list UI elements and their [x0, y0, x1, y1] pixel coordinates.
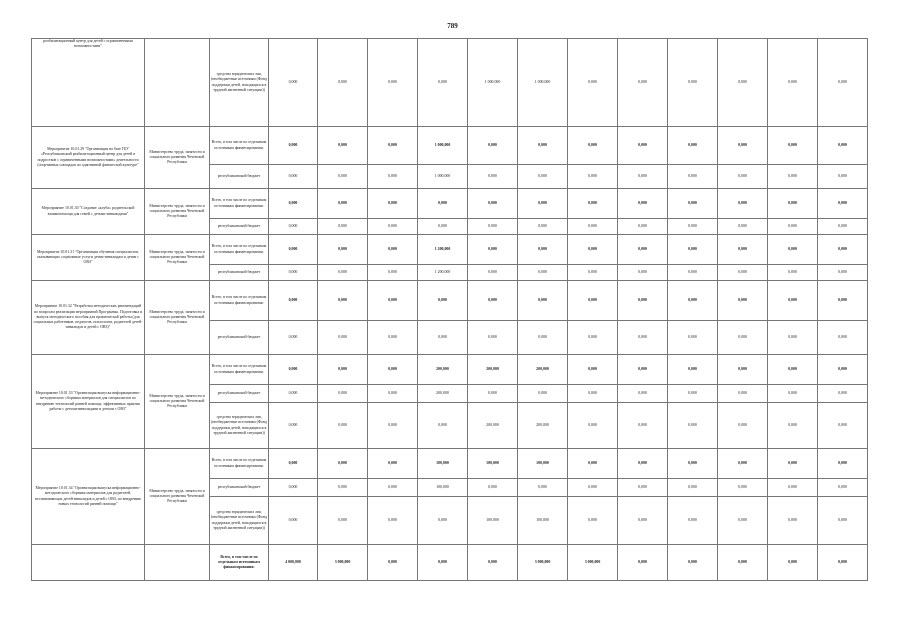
measure-name: Мероприятие 10.01.30 "Создание «клуба» родительской взаимопомощи для семей с детьми-инвалидами"	[32, 189, 145, 235]
value-cell: 0,000	[518, 165, 568, 189]
value-cell: 0,000	[468, 281, 518, 321]
value-cell: 0,000	[368, 39, 418, 127]
value-cell: 0,000	[568, 265, 618, 281]
value-cell: 0,000	[718, 449, 768, 479]
value-cell: 0,000	[768, 355, 818, 385]
value-cell: 0,000	[368, 497, 418, 545]
value-cell: 0,000	[768, 497, 818, 545]
value-cell: 0,000	[718, 219, 768, 235]
value-cell: 0,000	[618, 189, 668, 219]
responsible-executor	[145, 39, 210, 127]
value-cell: 0,000	[518, 385, 568, 403]
value-cell: 0,000	[568, 497, 618, 545]
measure-name: Мероприятие 10.01.29 "Организация на базе ГБУ «Республиканский реабилитационный центр для детей и подростков с ограниченными возможностями» деятельности (спортивных площадок по адаптивной физической культуре"	[32, 127, 145, 189]
value-cell: 0,000	[368, 235, 418, 265]
value-cell: 0,000	[818, 219, 868, 235]
table-row	[32, 545, 868, 581]
value-cell: 0,000	[718, 321, 768, 355]
value-cell: 0,000	[768, 39, 818, 127]
value-cell: 0,000	[418, 39, 468, 127]
funding-source: республиканский бюджет	[210, 385, 269, 403]
table-row	[32, 189, 868, 219]
budget-table	[31, 38, 868, 581]
value-cell: 0,000	[468, 165, 518, 189]
funding-source: средства юридических лиц (необюджетные источники (Фонд поддержки детей, находящихся в трудной жизненной ситуации))	[210, 403, 269, 449]
value-cell: 0,000	[668, 281, 718, 321]
value-cell: 0,000	[718, 403, 768, 449]
value-cell: 0,000	[568, 403, 618, 449]
value-cell: 0,000	[818, 281, 868, 321]
value-cell: 0,000	[269, 385, 318, 403]
value-cell: 200,000	[468, 355, 518, 385]
value-cell: 0,000	[818, 127, 868, 165]
value-cell: 4 000,000	[269, 545, 318, 581]
value-cell: 0,000	[318, 127, 368, 165]
value-cell: 0,000	[568, 39, 618, 127]
value-cell: 0,000	[618, 321, 668, 355]
value-cell: 0,000	[668, 219, 718, 235]
value-cell: 1 000,000	[418, 127, 468, 165]
value-cell: 0,000	[668, 235, 718, 265]
value-cell: 0,000	[668, 449, 718, 479]
value-cell: 0,000	[518, 127, 568, 165]
table-row	[32, 281, 868, 321]
value-cell: 0,000	[568, 127, 618, 165]
value-cell: 0,000	[468, 219, 518, 235]
table-row	[32, 235, 868, 265]
value-cell: 200,000	[418, 355, 468, 385]
value-cell: 0,000	[768, 321, 818, 355]
value-cell: 0,000	[568, 235, 618, 265]
value-cell: 0,000	[269, 479, 318, 497]
value-cell: 0,000	[768, 235, 818, 265]
value-cell: 0,000	[269, 449, 318, 479]
value-cell: 0,000	[468, 189, 518, 219]
value-cell: 0,000	[718, 385, 768, 403]
value-cell: 0,000	[668, 355, 718, 385]
value-cell: 0,000	[818, 321, 868, 355]
responsible-executor: Министерство труда, занятости и социального развития Чеченской Республики	[145, 189, 210, 235]
table-row	[32, 39, 868, 127]
value-cell: 0,000	[568, 385, 618, 403]
value-cell: 0,000	[718, 281, 768, 321]
value-cell: 0,000	[818, 235, 868, 265]
value-cell: 0,000	[568, 355, 618, 385]
value-cell: 0,000	[269, 321, 318, 355]
value-cell: 0,000	[668, 479, 718, 497]
value-cell: 0,000	[269, 189, 318, 219]
value-cell: 0,000	[768, 127, 818, 165]
value-cell: 0,000	[618, 127, 668, 165]
value-cell: 1 200,000	[418, 265, 468, 281]
value-cell: 0,000	[468, 545, 518, 581]
value-cell: 0,000	[318, 355, 368, 385]
value-cell: 0,000	[368, 449, 418, 479]
value-cell: 200,000	[418, 385, 468, 403]
value-cell: 100,000	[518, 449, 568, 479]
value-cell: 0,000	[318, 321, 368, 355]
funding-source: республиканский бюджет	[210, 321, 269, 355]
value-cell: 0,000	[518, 479, 568, 497]
value-cell: 0,000	[418, 189, 468, 219]
value-cell: 100,000	[418, 479, 468, 497]
value-cell: 0,000	[368, 219, 418, 235]
funding-source: республиканский бюджет	[210, 265, 269, 281]
value-cell: 0,000	[668, 189, 718, 219]
value-cell: 0,000	[368, 321, 418, 355]
value-cell: 1 200,000	[418, 235, 468, 265]
value-cell: 0,000	[718, 165, 768, 189]
value-cell: 0,000	[818, 265, 868, 281]
value-cell: 0,000	[318, 265, 368, 281]
value-cell: 0,000	[269, 281, 318, 321]
value-cell: 0,000	[518, 235, 568, 265]
value-cell: 0,000	[668, 497, 718, 545]
value-cell: 0,000	[618, 355, 668, 385]
value-cell: 0,000	[318, 281, 368, 321]
value-cell: 0,000	[668, 545, 718, 581]
value-cell: 100,000	[518, 497, 568, 545]
value-cell: 0,000	[618, 235, 668, 265]
value-cell: 0,000	[718, 545, 768, 581]
value-cell: 0,000	[718, 189, 768, 219]
value-cell: 0,000	[269, 165, 318, 189]
value-cell: 0,000	[568, 165, 618, 189]
value-cell: 0,000	[718, 479, 768, 497]
value-cell: 0,000	[718, 235, 768, 265]
value-cell: 0,000	[418, 219, 468, 235]
responsible-executor: Министерство труда, занятости и социального развития Чеченской Республики	[145, 355, 210, 449]
measure-name	[32, 545, 145, 581]
value-cell: 0,000	[768, 219, 818, 235]
value-cell: 0,000	[568, 479, 618, 497]
value-cell: 0,000	[368, 479, 418, 497]
value-cell: 0,000	[818, 403, 868, 449]
value-cell: 0,000	[618, 479, 668, 497]
value-cell: 0,000	[418, 545, 468, 581]
value-cell: 100,000	[418, 449, 468, 479]
value-cell: 0,000	[718, 127, 768, 165]
measure-name: реабилитационный центр для детей с ограниченными возможностями"	[32, 39, 145, 127]
value-cell: 0,000	[668, 403, 718, 449]
value-cell: 0,000	[418, 497, 468, 545]
value-cell: 200,000	[518, 403, 568, 449]
value-cell: 0,000	[269, 497, 318, 545]
value-cell: 0,000	[368, 355, 418, 385]
value-cell: 0,000	[668, 127, 718, 165]
value-cell: 0,000	[318, 449, 368, 479]
value-cell: 0,000	[468, 265, 518, 281]
value-cell: 0,000	[718, 355, 768, 385]
value-cell: 0,000	[618, 385, 668, 403]
value-cell: 0,000	[318, 497, 368, 545]
value-cell: 0,000	[318, 385, 368, 403]
value-cell: 0,000	[618, 497, 668, 545]
value-cell: 0,000	[518, 189, 568, 219]
funding-source: Всего, в том числе по отдельным источникам финансирования:	[210, 545, 269, 581]
value-cell: 0,000	[269, 219, 318, 235]
value-cell: 0,000	[368, 403, 418, 449]
value-cell: 0,000	[269, 39, 318, 127]
value-cell: 0,000	[269, 355, 318, 385]
value-cell: 1 000,000	[418, 165, 468, 189]
value-cell: 100,000	[468, 497, 518, 545]
value-cell: 0,000	[768, 385, 818, 403]
value-cell: 1 000,000	[518, 39, 568, 127]
value-cell: 0,000	[318, 219, 368, 235]
value-cell: 0,000	[269, 265, 318, 281]
value-cell: 0,000	[618, 545, 668, 581]
value-cell: 0,000	[318, 165, 368, 189]
value-cell: 200,000	[518, 355, 568, 385]
value-cell: 0,000	[668, 39, 718, 127]
value-cell: 0,000	[318, 403, 368, 449]
value-cell: 0,000	[368, 189, 418, 219]
value-cell: 1 000,000	[468, 39, 518, 127]
value-cell: 0,000	[568, 321, 618, 355]
value-cell: 0,000	[468, 127, 518, 165]
value-cell: 0,000	[568, 281, 618, 321]
funding-source: Всего, в том числе по отдельным источникам финансирования:	[210, 449, 269, 479]
responsible-executor: Министерство труда, занятости и социального развития Чеченской Республики	[145, 127, 210, 189]
measure-name: Мероприятие 10.01.31 "Организация обучения специалистов, оказывающих социальные услуги детям-инвалидам и детям с ОВЗ"	[32, 235, 145, 281]
value-cell: 0,000	[818, 449, 868, 479]
value-cell: 0,000	[718, 39, 768, 127]
value-cell: 0,000	[618, 265, 668, 281]
value-cell: 0,000	[818, 355, 868, 385]
funding-source: средства юридических лиц (необюджетные источники (Фонд поддержки детей, находящихся в трудной жизненной ситуации))	[210, 39, 269, 127]
value-cell: 0,000	[318, 235, 368, 265]
value-cell: 0,000	[668, 165, 718, 189]
value-cell: 3 000,000	[568, 545, 618, 581]
value-cell: 0,000	[818, 165, 868, 189]
funding-source: республиканский бюджет	[210, 479, 269, 497]
value-cell: 0,000	[768, 449, 818, 479]
value-cell: 0,000	[718, 265, 768, 281]
value-cell: 0,000	[818, 479, 868, 497]
value-cell: 0,000	[768, 403, 818, 449]
value-cell: 0,000	[318, 39, 368, 127]
value-cell: 100,000	[468, 449, 518, 479]
value-cell: 0,000	[718, 497, 768, 545]
funding-source: средства юридических лиц (необюджетные источники (Фонд поддержки детей, находящихся в трудной жизненной ситуации))	[210, 497, 269, 545]
measure-name: Мероприятие 10.01.33 "Организация выпуска информационно-методического сборника материалов для специалистов по внедрению технологий ранней помощи, эффективных практик работы с детьми-инвалидами и детьми с ОВЗ"	[32, 355, 145, 449]
value-cell: 0,000	[768, 479, 818, 497]
value-cell: 0,000	[818, 497, 868, 545]
value-cell: 0,000	[468, 235, 518, 265]
value-cell: 0,000	[618, 449, 668, 479]
value-cell: 0,000	[368, 545, 418, 581]
value-cell: 0,000	[818, 39, 868, 127]
value-cell: 3 000,000	[518, 545, 568, 581]
value-cell: 0,000	[418, 403, 468, 449]
funding-source: республиканский бюджет	[210, 165, 269, 189]
value-cell: 0,000	[368, 127, 418, 165]
value-cell: 0,000	[269, 127, 318, 165]
page-number: 789	[447, 22, 458, 30]
value-cell: 0,000	[269, 235, 318, 265]
table-row	[32, 127, 868, 165]
value-cell: 0,000	[468, 479, 518, 497]
table-row	[32, 449, 868, 479]
value-cell: 0,000	[368, 165, 418, 189]
value-cell: 0,000	[668, 265, 718, 281]
value-cell: 0,000	[618, 281, 668, 321]
value-cell: 200,000	[468, 403, 518, 449]
measure-name: Мероприятие 10.01.32 "Разработка методических рекомендаций по вопросам реализации мероприятий Программы. Подготовка и выпуск методического пособия для практической работы (для социальных работников, педагогов, психологов, родителей детей-инвалидов и детей с ОВЗ)"	[32, 281, 145, 355]
value-cell: 0,000	[518, 281, 568, 321]
value-cell: 3 000,000	[318, 545, 368, 581]
value-cell: 0,000	[668, 385, 718, 403]
value-cell: 0,000	[368, 281, 418, 321]
value-cell: 0,000	[768, 265, 818, 281]
value-cell: 0,000	[818, 385, 868, 403]
value-cell: 0,000	[418, 321, 468, 355]
value-cell: 0,000	[518, 265, 568, 281]
value-cell: 0,000	[818, 545, 868, 581]
value-cell: 0,000	[518, 321, 568, 355]
value-cell: 0,000	[568, 449, 618, 479]
value-cell: 0,000	[618, 403, 668, 449]
value-cell: 0,000	[668, 321, 718, 355]
value-cell: 0,000	[568, 219, 618, 235]
value-cell: 0,000	[768, 545, 818, 581]
value-cell: 0,000	[468, 321, 518, 355]
table-row	[32, 355, 868, 385]
responsible-executor: Министерство труда, занятости и социального развития Чеченской Республики	[145, 449, 210, 545]
responsible-executor: Министерство труда, занятости и социального развития Чеченской Республики	[145, 281, 210, 355]
value-cell: 0,000	[618, 39, 668, 127]
value-cell: 0,000	[368, 265, 418, 281]
value-cell: 0,000	[768, 189, 818, 219]
value-cell: 0,000	[518, 219, 568, 235]
funding-source: Всего, в том числе по отдельным источникам финансирования:	[210, 355, 269, 385]
funding-source: Всего, в том числе по отдельным источникам финансирования:	[210, 189, 269, 219]
value-cell: 0,000	[818, 189, 868, 219]
value-cell: 0,000	[318, 189, 368, 219]
funding-source: Всего, в том числе по отдельным источникам финансирования:	[210, 127, 269, 165]
value-cell: 0,000	[568, 189, 618, 219]
funding-source: Всего, в том числе по отдельным источникам финансирования:	[210, 281, 269, 321]
value-cell: 0,000	[618, 165, 668, 189]
value-cell: 0,000	[618, 219, 668, 235]
value-cell: 0,000	[468, 385, 518, 403]
value-cell: 0,000	[768, 165, 818, 189]
value-cell: 0,000	[418, 281, 468, 321]
value-cell: 0,000	[768, 281, 818, 321]
responsible-executor	[145, 545, 210, 581]
funding-source: Всего, в том числе по отдельным источникам финансирования:	[210, 235, 269, 265]
funding-source: республиканский бюджет	[210, 219, 269, 235]
value-cell: 0,000	[318, 479, 368, 497]
responsible-executor: Министерство труда, занятости и социального развития Чеченской Республики	[145, 235, 210, 281]
value-cell: 0,000	[269, 403, 318, 449]
value-cell: 0,000	[368, 385, 418, 403]
measure-name: Мероприятие 10.01.34 "Организация выпуска информационно-методического сборника материалов для родителей, воспитывающих детей-инвалидов и детей с ОВЗ, по внедрению новых технологий ранней помощи"	[32, 449, 145, 545]
